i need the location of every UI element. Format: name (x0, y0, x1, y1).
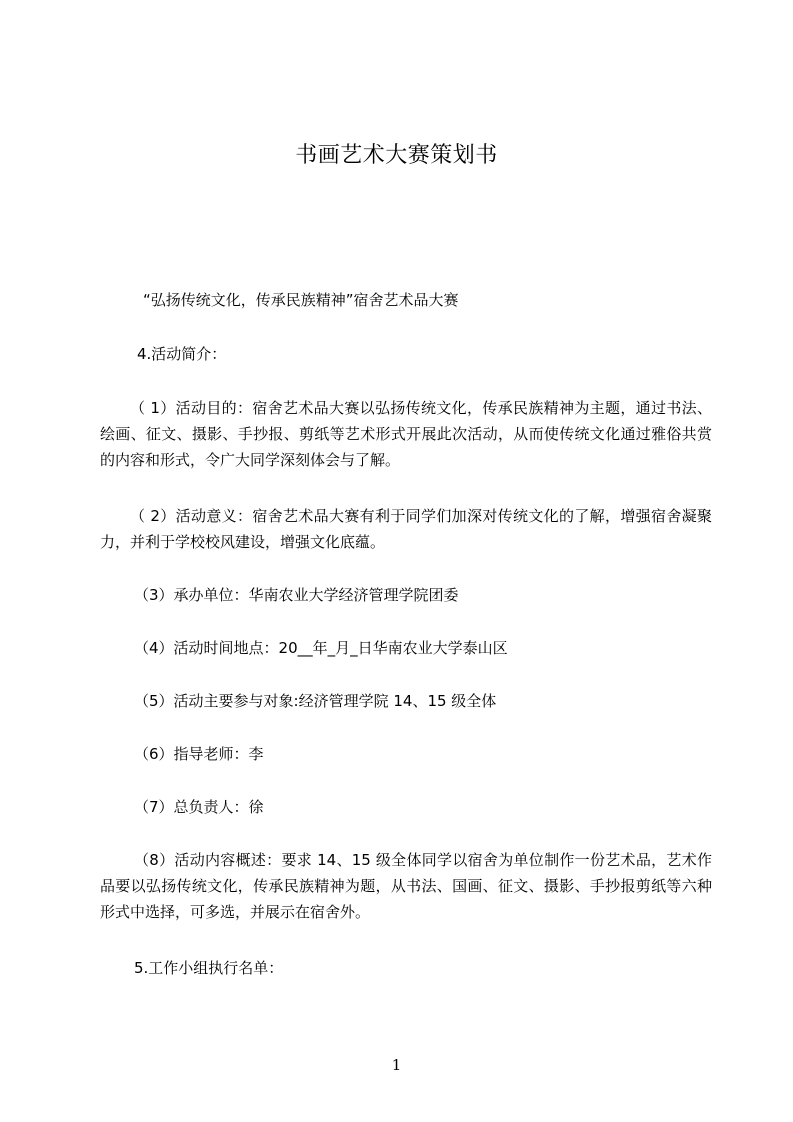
page-number: 1 (391, 1056, 402, 1074)
paragraph-content-overview: （8）活动内容概述：要求 14、15 级全体同学以宿舍为单位制作一份艺术品，艺术作品要以弘扬传统文化，传承民族精神为题，从书法、国画、征文、摄影、手抄报剪纸等六种形式中选择，可多选，并展示在宿舍外。 (100, 851, 712, 921)
paragraph-time-location: （4）活动时间地点：20__年_月_日华南农业大学泰山区 (134, 639, 508, 657)
paragraph-activity-purpose: （ 1）活动目的：宿舍艺术品大赛以弘扬传统文化，传承民族精神为主题，通过书法、绘画、征文、摄影、手抄报、剪纸等艺术形式开展此次活动，从而使传统文化通过雅俗共赏的内容和形式，令广大同学深刻体会与了解。 (100, 399, 712, 469)
section-activity-intro: 4.活动简介： (137, 345, 227, 363)
document-title: 书画艺术大赛策划书 (295, 143, 498, 168)
section-work-group-list: 5.工作小组执行名单： (134, 959, 284, 977)
paragraph-participants: （5）活动主要参与对象:经济管理学院 14、15 级全体 (134, 692, 497, 710)
competition-name: “弘扬传统文化，传承民族精神”宿舍艺术品大赛 (143, 291, 459, 309)
paragraph-advisor: （6）指导老师：李 (134, 745, 264, 763)
paragraph-organizer: （3）承办单位：华南农业大学经济管理学院团委 (134, 586, 459, 604)
paragraph-activity-significance: （ 2）活动意义：宿舍艺术品大赛有利于同学们加深对传统文化的了解，增强宿舍凝聚力，并利于学校校风建设，增强文化底蕴。 (100, 507, 712, 551)
paragraph-leader: （7）总负责人：徐 (134, 798, 264, 816)
